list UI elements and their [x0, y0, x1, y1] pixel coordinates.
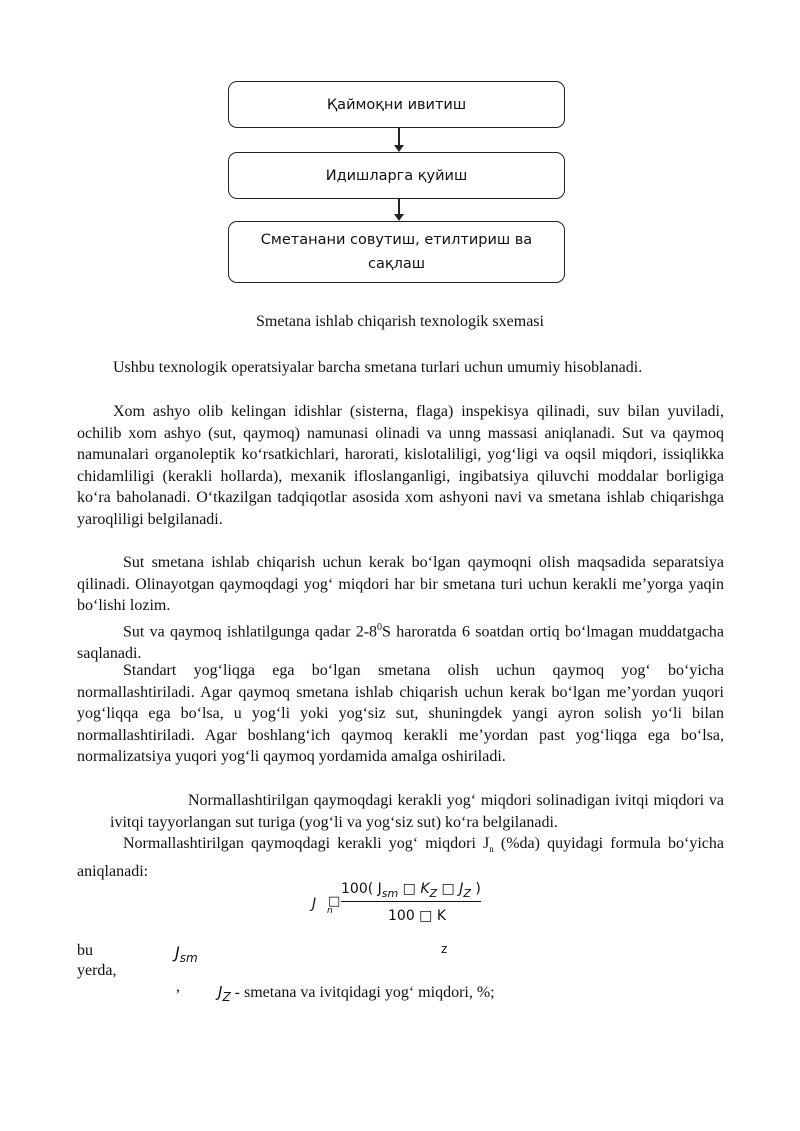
storage-text-after: S haroratda 6 soatdan ortiq boʻlmagan muddatgacha saqlanadi. — [77, 623, 724, 662]
formula-num-op2: □ J — [437, 881, 464, 897]
legend-comma: , — [176, 978, 180, 995]
flow-arrowhead-1 — [394, 145, 404, 152]
legend-jz-line — [218, 983, 495, 1004]
formula-num-part1: 100( J — [341, 881, 382, 897]
formula-lhs — [312, 896, 316, 912]
formula-num-sub3: Z — [463, 886, 471, 900]
paragraph-2: Xom ashyo olib kelingan idishlar (sisterna, flaga) inspekisya qilinadi, suv bilan yuviladi, ochilib xom ashyo (sut, qaymoq) namunasi olinadi va unng massasi aniqlanadi. Sut va qaymoq namunalari organoleptik koʻrsatkichlari, harorati, kislotaliligi, yogʻligi va oqsil miqdori, issiqlikka chidamliligi (kerakli hollarda), mexanik ifloslanganligi, ingibatsiya qiluvchi moddalar borligiga koʻra baholanadi. Oʻtkazilgan tadqiqotlar asosida xom ashyoni navi va smetana ishlab chiqarishga yaroqliligi belgilanadi. — [77, 403, 724, 528]
legend-desc: - smetana va ivitqidagi yogʻ miqdori, %; — [230, 984, 495, 1001]
formula-intro-before: Normallashtirilgan qaymoqdagi kerakli yogʻ miqdori J — [123, 835, 490, 852]
flow-step-2-label: Идишларга қуйиш — [325, 167, 468, 184]
legend-jz — [218, 983, 231, 1004]
flow-step-3-label: Сметанани совутиш, етилтириш ва сақлаш — [260, 232, 533, 272]
legend-bu: bu — [77, 942, 93, 959]
paragraph-storage — [77, 617, 724, 664]
paragraph-3: Sut smetana ishlab chiqarish uchun kerak boʻlgan qaymoqni olish maqsadida separatsiya qilinadi. Olinayotgan qaymoqdagi yogʻ miqdori har bir smetana turi uchun kerakli me’yorga yaqin boʻlishi lozim. — [77, 554, 724, 614]
legend-jsm — [175, 943, 198, 965]
paragraph-formula-intro — [77, 833, 724, 882]
formula-intro-sub: n — [489, 844, 494, 855]
paragraph-4: Standart yogʻliqga ega boʻlgan smetana olish uchun qaymoq yogʻ boʻyicha normallashtiriladi. Agar qaymoq smetana ishlab chiqarish uchun kerak boʻlgan me’yordan yuqori yogʻliqqa ega boʻlsa, u yogʻli yoki yogʻsiz sut, shuningdek yangi ayron solish yoʻli bilan normallashtiriladi. Agar boshlangʻich qaymoq kerakli me’yordan past yogʻliqga ega boʻlsa, normalizatsiya yuqori yogʻli qaymoq yordamida amalga oshiriladi. — [77, 662, 724, 765]
formula-denominator: 100 □ K — [388, 908, 447, 924]
formula-intro-after: (%da) quyidagi formula boʻyicha aniqlanadi: — [77, 835, 725, 880]
formula-lhs-symbol: J — [312, 896, 317, 912]
paragraph-1: Ushbu texnologik operatsiyalar barcha smetana turlari uchun umumiy hisoblanadi. — [113, 359, 643, 376]
flow-step-1-label: Қаймоқни ивитиш — [326, 96, 467, 113]
paragraph-5: Normallashtirilgan qaymoqdagi kerakli yogʻ miqdori solinadigan ivitqi miqdori va ivitqi tayyorlangan sut turiga (yogʻli va yogʻsiz sut) koʻra belgilanadi. — [110, 792, 724, 831]
formula-num-close: ) — [470, 881, 481, 897]
flow-arrowhead-2 — [394, 214, 404, 221]
legend-jsm-symbol: J — [175, 943, 180, 962]
formula-numerator — [341, 881, 481, 902]
formula-num-op1: □ K — [398, 881, 430, 897]
storage-text-before: Sut va qaymoq ishlatilgunga qadar 2-8 — [123, 623, 378, 641]
flow-step-1 — [228, 81, 565, 128]
formula-lhs-sub: n — [327, 906, 333, 916]
legend-z: z — [441, 942, 448, 956]
flow-step-3 — [228, 221, 565, 283]
storage-degree: 0 — [377, 622, 383, 633]
flow-step-2 — [228, 152, 565, 199]
legend-jz-symbol: J — [218, 983, 223, 1001]
formula-equals: □ — [328, 894, 341, 909]
legend-yerda: yerda, — [77, 962, 117, 979]
formula-num-sub1: sm — [381, 886, 399, 900]
legend-jsm-sub: sm — [179, 951, 198, 966]
flow-arrow-1 — [398, 128, 400, 145]
flow-arrow-2 — [398, 199, 400, 214]
legend-jz-sub: Z — [222, 990, 231, 1004]
formula-num-sub2: Z — [429, 886, 438, 900]
figure-caption: Smetana ishlab chiqarish texnologik sxemasi — [256, 313, 544, 330]
